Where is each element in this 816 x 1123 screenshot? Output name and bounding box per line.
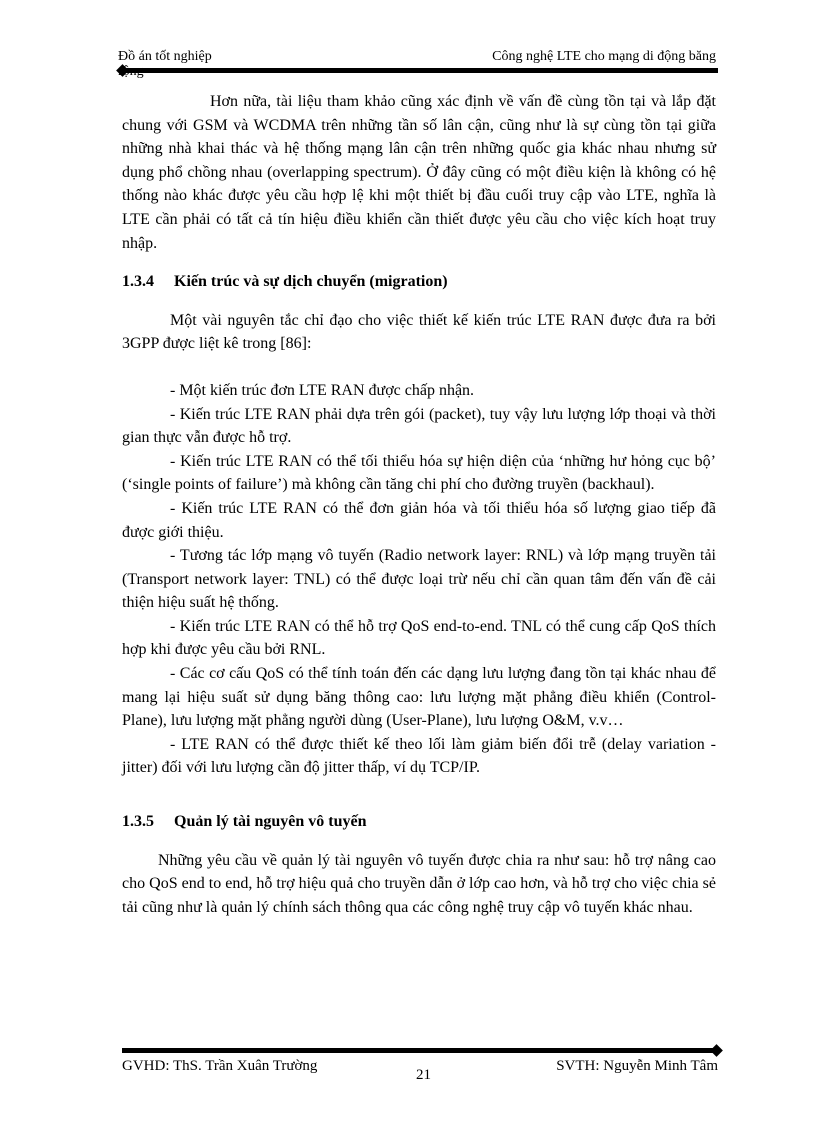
list-item: - Các cơ cấu QoS có thể tính toán đến các dạng lưu lượng đang tồn tại khác nhau để mang lại hiệu suất sử dụng băng thông cao: lưu lượng mặt phẳng điều khiển (Control-Plane), lưu lượng mặt phẳng người dùng (User-Plane), lưu lượng O&M, v.v… xyxy=(122,665,716,730)
list-item: - Kiến trúc LTE RAN phải dựa trên gói (packet), tuy vậy lưu lượng lớp thoại và thời gian thực vẫn được hỗ trợ. xyxy=(122,405,716,447)
section-title: Kiến trúc và sự dịch chuyển (migration) xyxy=(174,273,448,291)
footer-rule xyxy=(122,1048,716,1053)
list-item: - Một kiến trúc đơn LTE RAN được chấp nhận. xyxy=(170,381,475,399)
paragraph-intro: Hơn nữa, tài liệu tham khảo cũng xác định về vấn đề cùng tồn tại và lắp đặt chung với GSM và WCDMA trên những tần số lân cận, cũng như là sự cùng tồn tại giữa những nhà khai thác và hệ thống mạng lân cận trên những quốc gia khác nhau nhưng sử dụng phổ chồng nhau (overlapping spectrum). Ở đây cũng có một điều kiện là không có hệ thống nào khác được yêu cầu hợp lệ khi một thiết bị đầu cuối truy cập vào LTE, nghĩa là LTE cần phải có tất cả tín hiệu điều khiển cần thiết được yêu cầu cho việc kích hoạt truy nhập. xyxy=(122,93,716,252)
footer-supervisor: GVHD: ThS. Trần Xuân Trường xyxy=(122,1058,318,1074)
paragraph-principles: Một vài nguyên tắc chỉ đạo cho việc thiết kế kiến trúc LTE RAN được đưa ra bởi 3GPP được liệt kê trong [86]: xyxy=(122,311,716,353)
section-heading-1-3-5 xyxy=(122,810,716,834)
section-title: Quản lý tài nguyên vô tuyến xyxy=(174,813,367,831)
footer-diamond-icon xyxy=(710,1044,723,1057)
header-left-title: Đồ án tốt nghiệp xyxy=(118,49,212,64)
list-item: - Kiến trúc LTE RAN có thể hỗ trợ QoS end-to-end. TNL có thể cung cấp QoS thích hợp khi được yêu cầu bởi RNL. xyxy=(122,617,716,659)
header-right-title: Công nghệ LTE cho mạng di động băng xyxy=(492,49,716,64)
list-item: - Tương tác lớp mạng vô tuyến (Radio network layer: RNL) và lớp mạng truyền tải (Transport network layer: TNL) có thể được loại trừ nếu chỉ cần quan tâm đến vấn đề cải thiện hiệu suất hệ thống. xyxy=(122,547,716,612)
header-rule xyxy=(124,68,718,73)
page-number: 21 xyxy=(416,1067,431,1083)
section-number: 1.3.5 xyxy=(122,813,154,831)
list-item: - Kiến trúc LTE RAN có thể tối thiểu hóa sự hiện diện của ‘những hư hỏng cục bộ’ (‘single points of failure’) mà không cần tăng chi phí cho đường truyền (backhaul). xyxy=(122,452,716,494)
list-item: - Kiến trúc LTE RAN có thể đơn giản hóa và tối thiểu hóa số lượng giao tiếp đã được giới thiệu. xyxy=(122,499,716,541)
section-number: 1.3.4 xyxy=(122,273,154,291)
paragraph-radio-resource: Những yêu cầu về quản lý tài nguyên vô tuyến được chia ra như sau: hỗ trợ nâng cao cho QoS end to end, hỗ trợ hiệu quả cho truyền dẫn ở lớp cao hơn, và hỗ trợ cho việc chia sẻ tải cũng như là quản lý chính sách thông qua các công nghệ truy cập vô tuyến khác nhau. xyxy=(122,851,716,916)
list-item: - LTE RAN có thể được thiết kế theo lối làm giảm biến đổi trễ (delay variation - jitter) đối với lưu lượng cần độ jitter thấp, ví dụ TCP/IP. xyxy=(122,735,716,777)
section-heading-1-3-4 xyxy=(122,270,716,294)
footer-student: SVTH: Nguyễn Minh Tâm xyxy=(556,1058,718,1074)
document-body xyxy=(122,90,716,919)
